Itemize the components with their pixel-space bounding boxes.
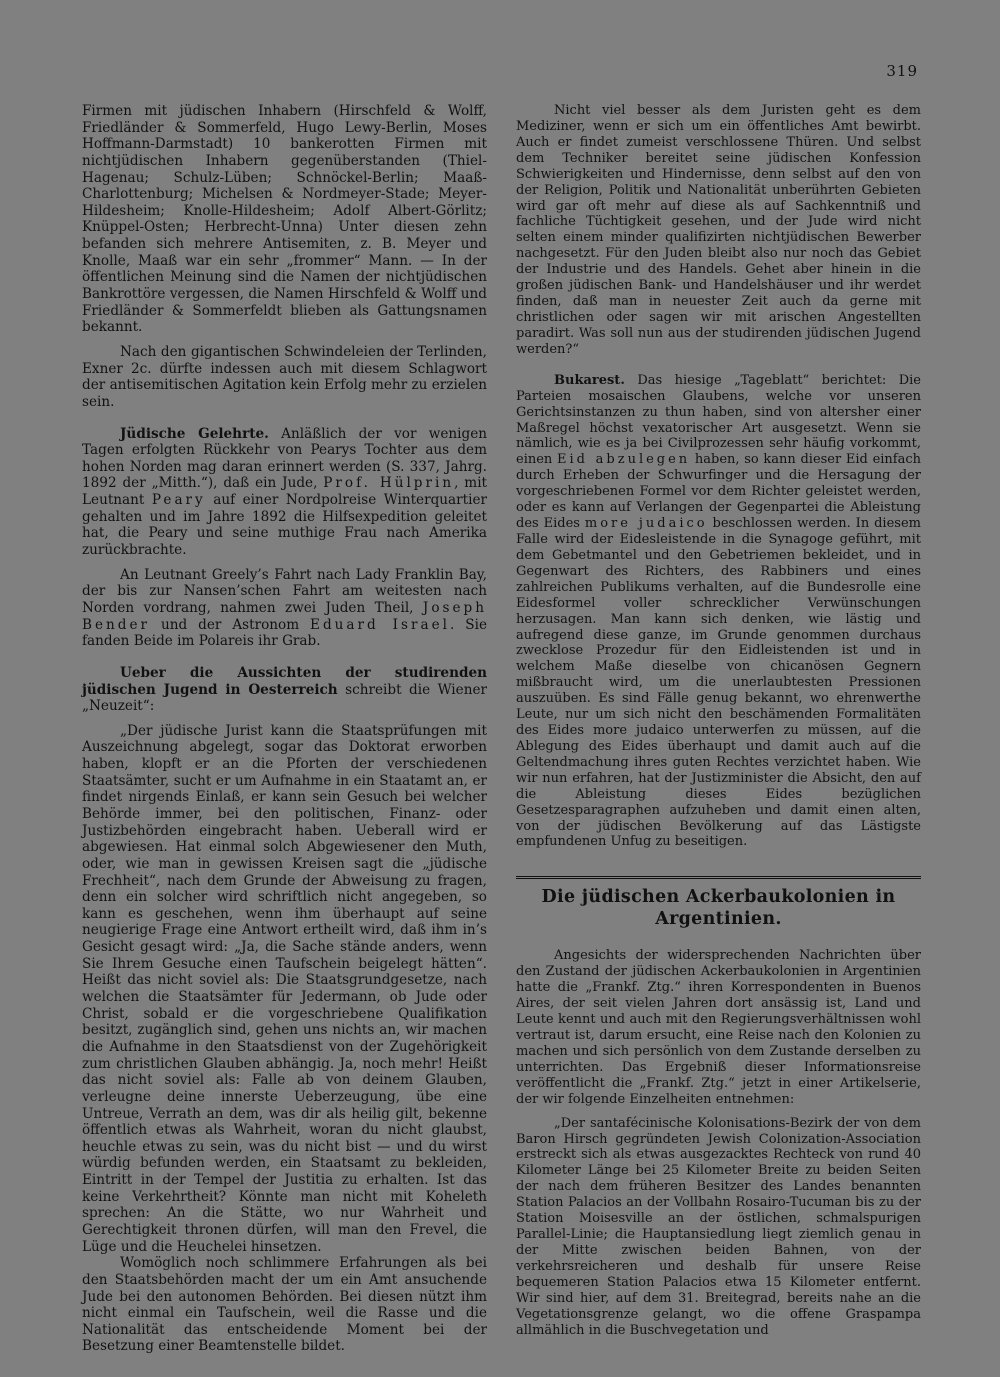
bukarest-text-a: Das hiesige „Tageblatt“ berichtet: Die Parteien mosaischen Glaubens, welche vor unseren Gerichtsinstanzen zu thun haben, sind von altersher einer Maßregel höchst vexatorischer Art ausgesetzt. Wenn sie nämlich, wie es ja bei Civilprozessen sehr häufig vorkommt, einen bbox=[516, 372, 921, 468]
greely-name-bender: Joseph Bender bbox=[82, 599, 487, 633]
mediziner-paragraph: Nicht viel besser als dem Juristen geht es dem Mediziner, wenn er sich um ein öffentliches Amt bewirbt. Auch er findet zumeist verschlossene Thüren. Und selbst dem Techniker bereitet seine jüdischen Konfession Schwierigkeiten und Hindernisse, denn selbst auf den von der Religion, Politik und Nationalität unberührten Gebieten wird gar oft mehr auf diese als auf Sachkenntniß und fachliche Tüchtigkeit gesehen, und der Jude wird nicht selten einem minder qualifizirten nichtjüdischen Bewerber nachgesetzt. Für den Juden bleibt also nur noch das Gebiet der Industrie und des Handels. Gehet aber hinein in die großen jüdischen Bank- und Handelshäuser und ihr werdet finden, daß man in neuester Zeit auch da gerne mit christlichen oder sagen wir mit arischen Angestellten paradirt. Was soll nun aus der studirenden jüdischen Jugend werden?“ bbox=[516, 103, 921, 357]
bukarest-heading: Bukarest. bbox=[554, 372, 625, 388]
aussichten-autonome-paragraph: Womöglich noch schlimmere Erfahrungen als bei den Staatsbehörden macht der um ein Amt ansuchende Jude bei den autonomen Behörden. Bei diesen nützt ihm nicht einmal ein Taufschein, weil die Rasse und die Nationalität das entscheidende Moment bei der Besetzung einer Beamtenstelle bildet. bbox=[82, 1255, 487, 1355]
bukarest-text-c: beschlossen werden. In diesem Falle wird der Eidesleistende in die Synagoge geführt, mit dem Gebetmantel und den Gebetriemen bekleidet, und in Gegenwart des Richters, des Rabbiners und eines zahlreichen Publikums verhalten, auf die Bundesrolle eine Eidesformel voller schrecklicher Verwünschungen herzusagen. Man kann sich denken, wie lästig und aufregend diese ganze, im Grunde genommen durchaus zwecklose Prozedur für den Eidleistenden ist und in welchem Maße dieselbe von chicanösen Gegnern mißbraucht wird, um die unerlaubtesten Pressionen auszuüben. Es sind Fälle genug bekannt, wo ehrenwerthe Leute, nur um sich nicht den beschämenden Formalitäten des Eides more judaico unterwerfen zu müssen, auf die Ablegung des Eides überhaupt und damit auch auf die Geltendmachung ihres guten Rechtes verzichtet haben. Wie wir nun erfahren, hat der Justizminister die Absicht, den auf die Ableistung dieses Eides bezüglichen Gesetzesparagraphen aufzuheben und damit einen alten, von der jüdischen Bevölkerung auf das Lästigste empfundenen Unfug zu beseitigen. bbox=[516, 516, 921, 850]
aussichten-intro: schreibt die Wiener „Neuzeit“: bbox=[82, 681, 487, 715]
gelehrte-name-peary: Peary bbox=[151, 492, 206, 509]
greely-text-b: und der Astronom bbox=[150, 616, 311, 633]
gelehrte-text-c: auf einer Nordpolreise Winterquartier gehalten und im Jahre 1892 die Hilfsexpedition geleitet hat, die Peary und seine muthige Frau nach Amerika zurückbrachte. bbox=[82, 492, 487, 559]
argentinien-headline: Die jüdischen Ackerbaukolonien in Argentinien. bbox=[516, 876, 921, 930]
gelehrte-article bbox=[82, 426, 487, 559]
bukarest-article bbox=[516, 373, 921, 851]
bukarest-spaced-more-judaico: more judaico bbox=[584, 516, 708, 532]
greely-name-israel: Eduard Israel bbox=[310, 616, 451, 633]
aussichten-heading: Ueber die Aussichten der studirenden jüdischen Jugend in Oesterreich bbox=[82, 664, 487, 698]
greely-paragraph bbox=[82, 567, 487, 650]
page-number: 319 bbox=[886, 62, 918, 80]
gelehrte-text-b: , mit Leutnant bbox=[82, 475, 488, 509]
schwindeleien-paragraph: Nach den gigantischen Schwindeleien der Terlinden, Exner 2c. dürfte indessen auch mit diesem Schlagwort der antisemitischen Agitation kein Erfolg mehr zu erzielen sein. bbox=[82, 343, 487, 410]
greely-text-a: An Leutnant Greely’s Fahrt nach Lady Franklin Bay, der bis zur Nansen’schen Fahrt am weitesten nach Norden vordrang, nahmen zwei Juden Theil, bbox=[82, 566, 487, 616]
kolonien-intro-paragraph: Angesichts der widersprechenden Nachrichten über den Zustand der jüdischen Ackerbaukolonien in Argentinien hatte die „Frankf. Ztg.“ ihren Korrespondenten in Buenos Aires, der seit vielen Jahren dort ansässig ist, Land und Leute kennt und auch mit den Regierungsverhältnissen wohl vertraut ist, darum ersucht, eine Reise nach den Kolonien zu machen und sich persönlich von dem Zustande derselben zu unterrichten. Das Ergebniß dieser Informationsreise veröffentlicht die „Frankf. Ztg.“ jetzt in einer Artikelserie, der wir folgende Einzelheiten entnehmen: bbox=[516, 948, 921, 1107]
bukarest-spaced-eid: Eid abzulegen bbox=[556, 452, 691, 468]
bukarest-text-b: haben, so kann dieser Eid einfach durch Erheben der Schwurfinger und die Hersagung der vorgeschriebenen Formel vor dem Richter geleistet werden, oder es kann auf Verlangen der Gegenpartei die Ableistung des Eides bbox=[516, 452, 922, 532]
greely-text-c: . Sie fanden Beide im Polareis ihr Grab. bbox=[82, 616, 487, 650]
gelehrte-name-huelprin: Prof. Hülprin bbox=[323, 475, 455, 492]
gelehrte-text-a: Anläßlich der vor wenigen Tagen erfolgten Rückkehr von Pearys Tochter aus dem hohen Norden mag daran erinnert werden (S. 337, Jahrg. 1892 der „Mitth.“), daß ein Jude, bbox=[82, 425, 487, 492]
aussichten-quote-paragraph: „Der jüdische Jurist kann die Staatsprüfungen mit Auszeichnung abgelegt, sogar das Doktorat erworben haben, klopft er an die Pforten der verschiedenen Staatsämter, sucht er um Aufnahme in ein Staatamt an, er findet nirgends Einlaß, er kann sein Gesuch bei welcher Behörde immer, bei den politischen, Finanz- oder Justizbehörden eingebracht haben. Ueberall wird er abgewiesen. Hat einmal solch Abgewiesener den Muth, oder, wie man in gewissen Kreisen sagt die „jüdische Frechheit“, nach dem Grunde der Abweisung zu fragen, denn ein solcher wird schriftlich nicht angegeben, so kann es geschehen, wenn ihm überhaupt auf seine neugierige Frage eine Antwort ertheilt wird, daß ihm in’s Gesicht gesagt wird: „Ja, die Sache stände anders, wenn Sie Ihrem Gesuche einen Taufschein beigelegt hätten“. Heißt das nicht soviel als: Die Staatsgrundgesetze, nach welchen die Staatsämter für Jedermann, ob Jude oder Christ, sobald er die vorgeschriebene Qualifikation besitzt, zugänglich sind, gehen uns nichts an, wir machen die Aufnahme in den Staatsdienst von der Zugehörigkeit zum christlichen Glauben abhängig. Ja, noch mehr! Heißt das nicht soviel als: Falle ab von deinem Glauben, verleugne deine innerste Ueberzeugung, übe eine Untreue, Verrath an dem, was dir als heilig gilt, bekenne öffentlich etwas als Wahrheit, woran du nicht glaubst, heuchle etwas zu sein, was du nicht bist — und du wirst würdig befunden werden, ein Staatsamt zu bekleiden, Eintritt in der Tempel der Justitia zu erhalten. Ist das keine Verkehrtheit? Könnte man nicht mit Koheleth sprechen: An die Stätte, wo nur Wahrheit und Gerechtigkeit thronen dürfen, will man den Frevel, die Lüge und die Heuchelei hinsetzen. bbox=[82, 722, 487, 1255]
aussichten-article bbox=[82, 665, 487, 715]
gelehrte-heading: Jüdische Gelehrte. bbox=[120, 425, 269, 442]
firmen-paragraph: Firmen mit jüdischen Inhabern (Hirschfeld & Wolff, Friedländer & Sommerfeld, Hugo Lewy-Berlin, Moses Hoffmann-Darmstadt) 10 bankerotten Firmen mit nichtjüdischen Inhabern gegenüberstanden (Thiel-Hagenau; Schulz-Lüben; Schnöckel-Berlin; Maaß-Charlottenburg; Michelsen & Nordmeyer-Stade; Meyer-Hildesheim; Knolle-Hildesheim; Adolf Albert-Görlitz; Knüppel-Osten; Herbrecht-Unna) Unter diesen zehn befanden sich mehrere Antisemiten, z. B. Meyer und Knolle, Maaß war ein sehr „frommer“ Mann. — In der öffentlichen Meinung sind die Namen der nichtjüdischen Bankrottöre vergessen, die Namen Hirschfeld & Wolff und Friedländer & Sommerfeldt blieben als Gattungsnamen bekannt. bbox=[82, 103, 487, 336]
right-column bbox=[516, 103, 921, 1339]
left-column bbox=[82, 103, 487, 1355]
kolonien-report-paragraph: „Der santafécinische Kolonisations-Bezirk der von dem Baron Hirsch gegründeten Jewish Colonization-Association erstreckt sich als etwas ausgezacktes Rechteck von rund 40 Kilometer Länge bei 25 Kilometer Breite zu beiden Seiten der nach dem früheren Besitzer des Landes benannten Station Palacios an der Vollbahn Rosairo-Tucuman bis zu der Station Moisesville an der östlichen, schmalspurigen Parallel-Linie; die Hauptansiedlung liegt ziemlich genau in der Mitte zwischen beiden Bahnen, von der verkehrsreicheren und deshalb für unsere Reise bequemeren Station Palacios etwa 15 Kilometer entfernt. Wir sind hier, auf dem 31. Breitegrad, bereits nahe an die Vegetationsgrenze gelangt, wo die offene Graspampa allmählich in die Buschvegetation und bbox=[516, 1115, 921, 1338]
